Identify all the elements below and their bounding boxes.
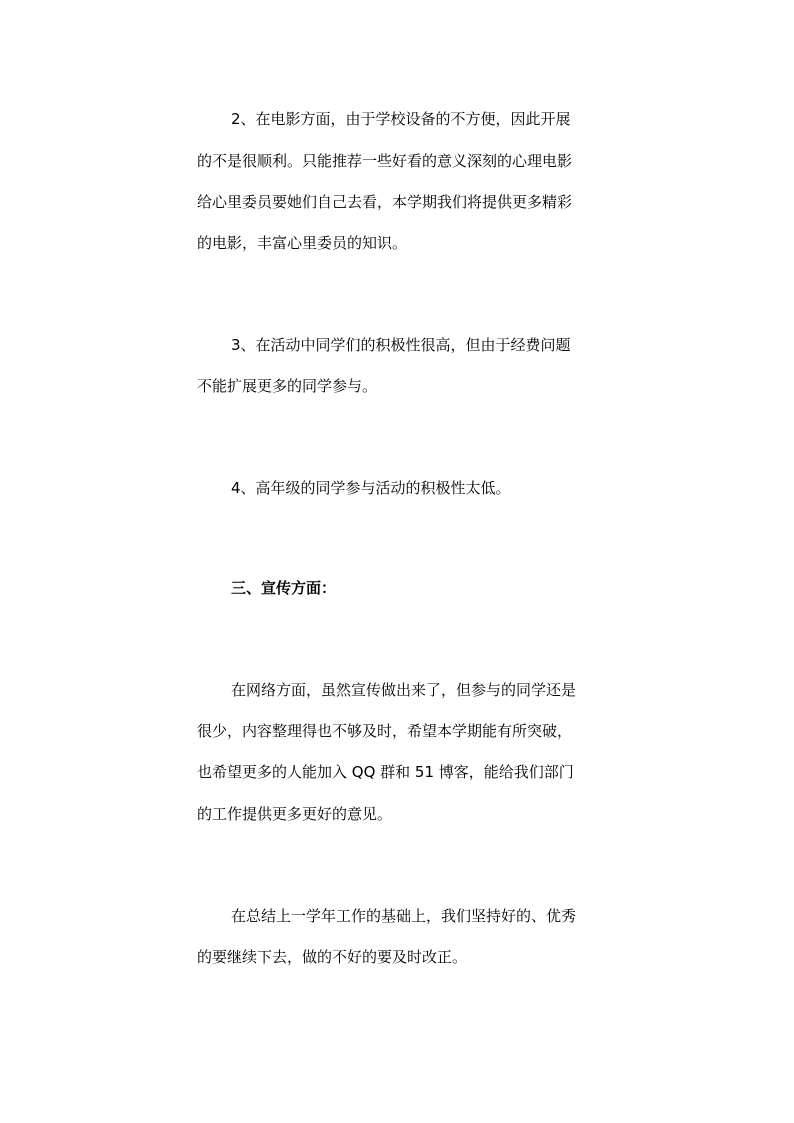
paragraph-line: 4、高年级的同学参与活动的积极性太低。 [231, 479, 511, 497]
paragraph-line: 很少，内容整理得也不够及时，希望本学期能有所突破， [197, 722, 573, 740]
section-heading: 三、宣传方面： [231, 579, 337, 597]
paragraph-line: 的工作提供更多更好的意见。 [197, 805, 393, 823]
paragraph-line: 给心里委员要她们自己去看，本学期我们将提供更多精彩 [197, 193, 573, 211]
paragraph-line: 的电影，丰富心里委员的知识。 [197, 234, 408, 252]
paragraph-line: 也希望更多的人能加入 QQ 群和 51 博客，能给我们部门 [197, 763, 574, 781]
paragraph-line: 3、在活动中同学们的积极性很高，但由于经费问题 [231, 336, 571, 354]
paragraph-line: 的要继续下去，做的不好的要及时改正。 [197, 948, 468, 966]
paragraph-line: 2、在电影方面，由于学校设备的不方便，因此开展 [231, 110, 571, 128]
paragraph-line: 的不是很顺利。只能推荐一些好看的意义深刻的心理电影 [197, 152, 573, 170]
paragraph-line: 在网络方面，虽然宣传做出来了，但参与的同学还是 [231, 681, 577, 699]
paragraph-line: 在总结上一学年工作的基础上，我们坚持好的、优秀 [231, 907, 577, 925]
paragraph-line: 不能扩展更多的同学参与。 [197, 377, 378, 395]
